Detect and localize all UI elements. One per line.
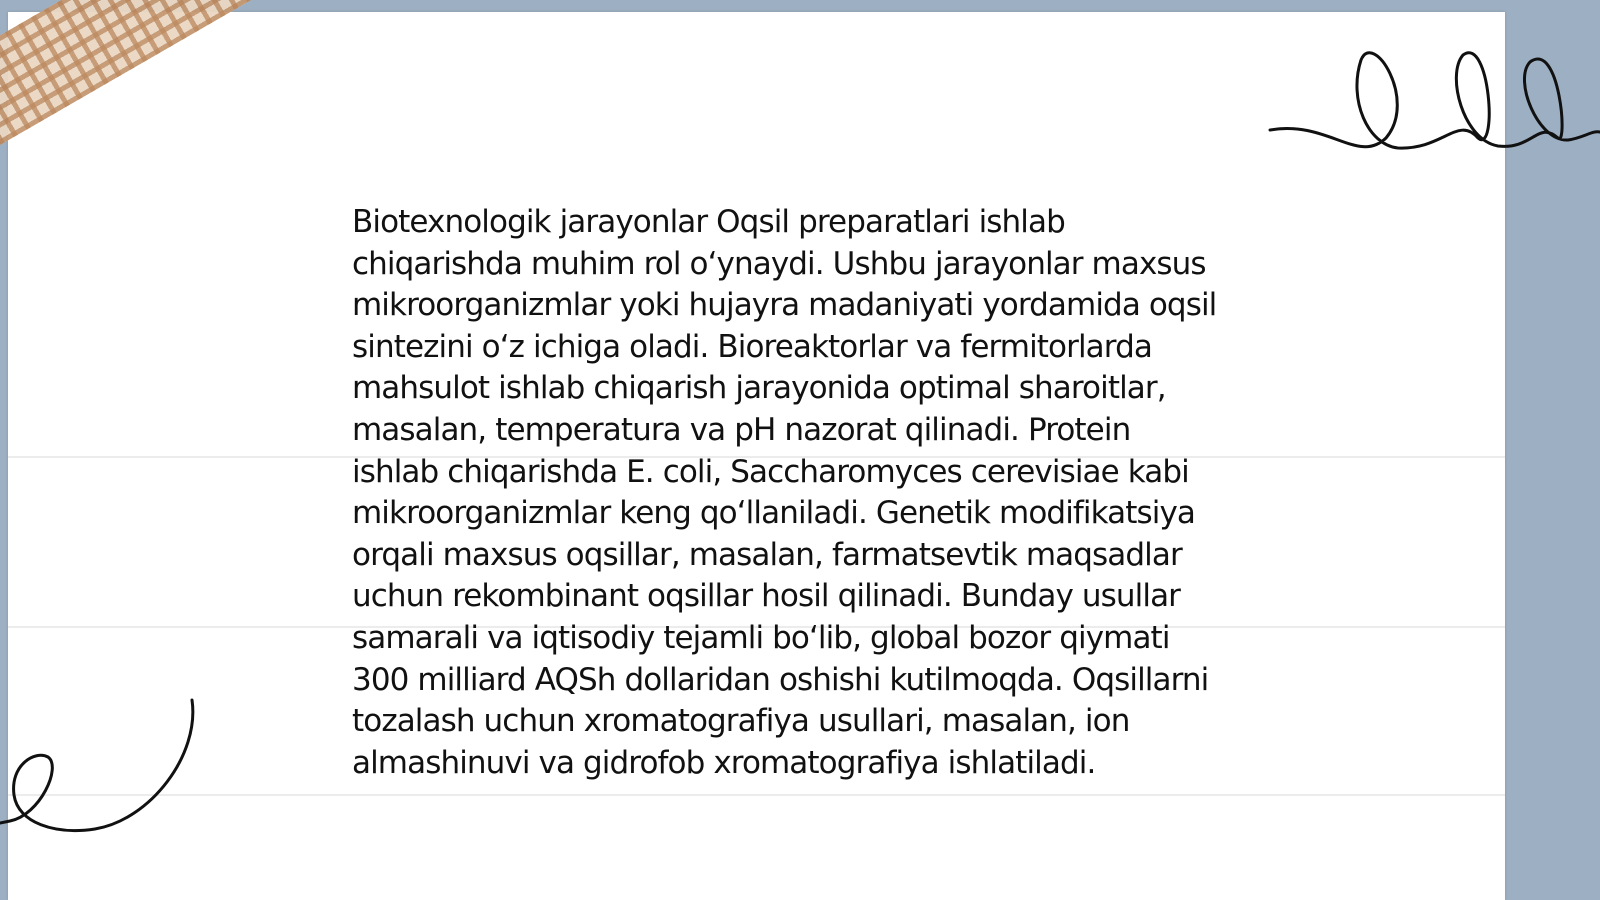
paper-rule-line — [8, 794, 1505, 796]
loop-doodle-icon — [1268, 30, 1600, 160]
swirl-doodle-icon — [0, 695, 200, 845]
body-paragraph: Biotexnologik jarayonlar Oqsil preparatlari ishlab chiqarishda muhim rol o‘ynaydi. Ushbu jarayonlar maxsus mikroorganizmlar yoki hujayra madaniyati yordamida oqsil sintezini o‘z ichiga oladi. Bioreaktorlar va fermitorlarda mahsulot ishlab chiqarish jarayonida optimal sharoitlar, masalan, temperatura va pH nazorat qilinadi. Protein ishlab chiqarishda E. coli, Saccharomyces cerevisiae kabi mikroorganizmlar keng qo‘llaniladi. Genetik modifikatsiya orqali maxsus oqsillar, masalan, farmatsevtik maqsadlar uchun rekombinant oqsillar hosil qilinadi. Bunday usullar samarali va iqtisodiy tejamli bo‘lib, global bozor qiymati 300 milliard AQSh dollaridan oshishi kutilmoqda. Oqsillarni tozalash uchun xromatografiya usullari, masalan, ion almashinuvi va gidrofob xromatografiya ishlatiladi. — [352, 204, 1217, 781]
